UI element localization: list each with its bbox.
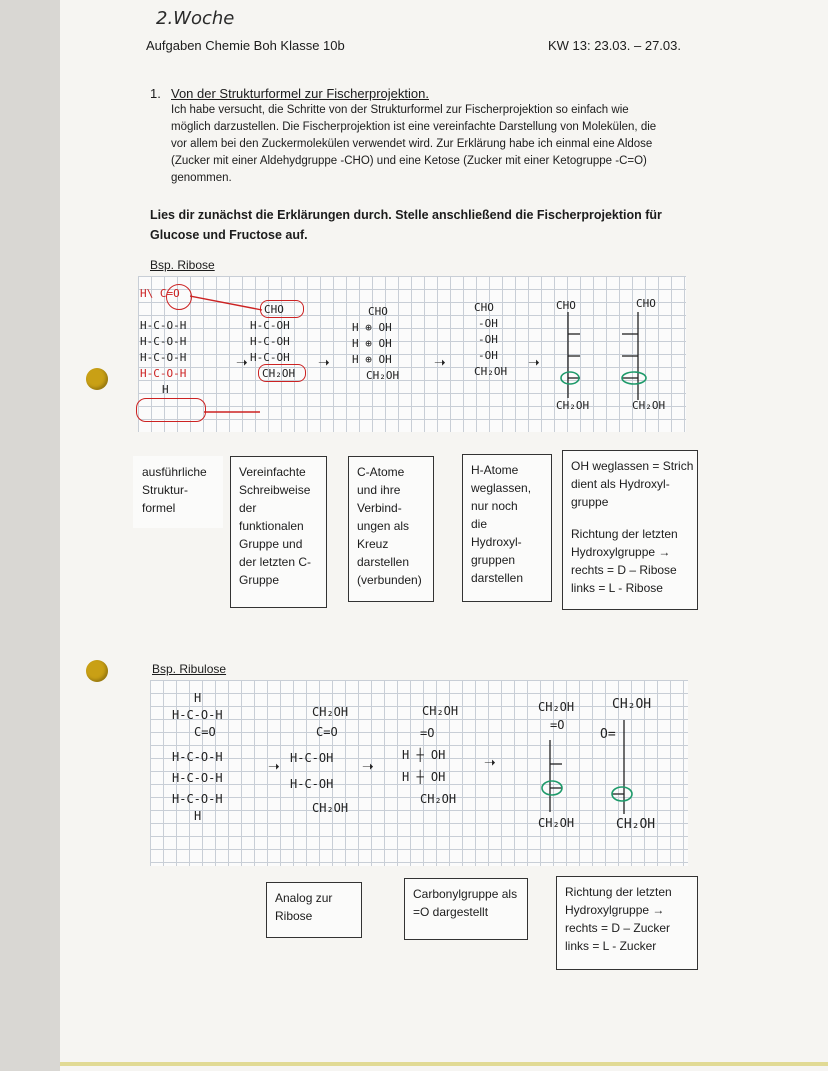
explain-box-4 xyxy=(462,454,552,602)
struct-line: -OH xyxy=(478,317,498,330)
struct-line: H-C-O-H xyxy=(140,351,187,364)
box-line: H-Atome xyxy=(471,463,519,477)
box-line: Hydroxyl- xyxy=(471,535,522,549)
box-line: ungen als xyxy=(357,519,410,533)
box-line: links = L - Ribose xyxy=(571,581,663,595)
struct-line: H-C-OH xyxy=(290,777,334,791)
box-line: Gruppe xyxy=(239,573,280,587)
box-line: darstellen xyxy=(357,555,410,569)
struct-line: CH₂OH xyxy=(420,792,457,806)
box-line: rechts = D – Ribose xyxy=(571,563,677,577)
fischer-lines-d xyxy=(556,312,586,400)
struct-line: H-C-O-H xyxy=(140,367,187,380)
task-body-line: Ich habe versucht, die Schritte von der Strukturformel zur Fischerprojektion so einfach wie xyxy=(171,104,629,116)
box-line: Richtung der letzten xyxy=(565,885,672,899)
struct-line: -OH xyxy=(478,333,498,346)
struct-line: H-C-O-H xyxy=(172,708,223,722)
explain-box-2 xyxy=(230,456,327,608)
box-line: =O dargestellt xyxy=(413,905,489,919)
struct-line: H-C-OH xyxy=(250,335,290,348)
box-line: funktionalen xyxy=(239,519,304,533)
punch-hole-top xyxy=(86,368,108,390)
task-heading: Von der Strukturformel zur Fischerprojektion. xyxy=(171,86,429,101)
struct-line: -OH xyxy=(478,349,498,362)
task-body-line: genommen. xyxy=(171,172,232,184)
spacer xyxy=(571,511,689,525)
box-line: Verbind- xyxy=(357,501,402,515)
box-line: und ihre xyxy=(357,483,401,497)
struct-line: CH₂OH xyxy=(556,399,590,412)
ribulose-cross-projection xyxy=(402,700,458,810)
box-line: OH weglassen = Strich xyxy=(571,459,694,473)
ribose-oh-projection xyxy=(474,300,507,380)
struct-line: CH₂OH xyxy=(312,801,349,815)
fischer-lines-l xyxy=(618,312,658,402)
struct-line: CH₂OH xyxy=(632,399,666,412)
box-line: Schreibweise xyxy=(239,483,311,497)
struct-line: =O xyxy=(550,718,565,732)
fischer-lines-ribulose-d xyxy=(540,740,570,816)
ribulose-label: Bsp. Ribulose xyxy=(152,662,227,676)
ribulose-simplified xyxy=(290,702,348,818)
task-body-line: (Zucker mit einer Aldehydgruppe -CHO) und eine Ketose (Zucker mit einer Ketogruppe -C=O) xyxy=(171,155,647,167)
red-connector-lines xyxy=(190,290,270,420)
struct-line: CH₂OH xyxy=(538,816,575,830)
struct-line: H-C-O-H xyxy=(172,750,223,764)
box-line: Ribose xyxy=(275,909,313,923)
ribose-cross-projection xyxy=(352,304,399,384)
worksheet-title: Aufgaben Chemie Boh Klasse 10b xyxy=(146,38,345,53)
struct-line: CHO xyxy=(636,297,656,310)
struct-line: CH₂OH xyxy=(366,369,400,382)
struct-line: H ⊕ OH xyxy=(352,353,392,366)
arrow-icon: ➝ xyxy=(236,354,248,370)
box-line: ausführliche xyxy=(142,465,207,479)
box-line: der letzten C- xyxy=(239,555,312,569)
struct-line: H ┼ OH xyxy=(402,770,446,784)
arrow-icon: ➝ xyxy=(528,354,540,370)
box-line: (verbunden) xyxy=(357,573,422,587)
box-line: Vereinfachte xyxy=(239,465,306,479)
box-line: dient als Hydroxyl- xyxy=(571,477,670,491)
box-line: Analog zur xyxy=(275,891,333,905)
struct-line: H xyxy=(194,809,202,823)
struct-line: CH₂OH xyxy=(422,704,459,718)
box-line: formel xyxy=(142,501,176,515)
struct-line: CH₂OH xyxy=(616,817,656,832)
instruction-line: Glucose und Fructose auf. xyxy=(150,228,308,242)
struct-line: CHO xyxy=(474,301,494,314)
box-line: die xyxy=(471,517,488,531)
handwritten-week-note: 2.Woche xyxy=(156,8,235,29)
arrow-icon: ➝ xyxy=(434,354,446,370)
box-line: Hydroxylgruppe → xyxy=(565,903,665,917)
task-body-line: möglich darzustellen. Die Fischerprojektion ist eine vereinfachte Darstellung von Molekülen, die xyxy=(171,121,657,133)
ribose-label: Bsp. Ribose xyxy=(150,258,215,272)
box-line: Carbonylgruppe als xyxy=(413,887,518,901)
box-line: der xyxy=(239,501,257,515)
struct-line: CHO xyxy=(368,305,388,318)
explain-box-1 xyxy=(133,456,223,528)
ribulose-box-3 xyxy=(556,876,698,970)
box-line: Struktur- xyxy=(142,483,189,497)
box-line: C-Atome xyxy=(357,465,405,479)
explain-box-3 xyxy=(348,456,434,602)
struct-line: H-C-OH xyxy=(290,751,334,765)
struct-line: H\ C=O xyxy=(140,287,180,300)
arrow-icon: ➝ xyxy=(484,754,496,770)
box-line: nur noch xyxy=(471,499,518,513)
ribulose-box-1 xyxy=(266,882,362,938)
struct-line: H ┼ OH xyxy=(402,748,446,762)
struct-line: H xyxy=(162,383,169,396)
box-line: weglassen, xyxy=(471,481,532,495)
box-line: gruppe xyxy=(571,495,609,509)
struct-line: H-C-OH xyxy=(250,319,290,332)
struct-line: H-C-OH xyxy=(250,351,290,364)
box-line: Gruppe und xyxy=(239,537,303,551)
box-line: darstellen xyxy=(471,571,524,585)
struct-line: =O xyxy=(420,726,435,740)
ribulose-full-structure xyxy=(172,690,223,825)
punch-hole-bottom xyxy=(86,660,108,682)
struct-line: CHO xyxy=(556,299,576,312)
struct-line: H ⊕ OH xyxy=(352,321,392,334)
fischer-lines-ribulose-l xyxy=(610,720,640,816)
explain-box-5 xyxy=(562,450,698,610)
struct-line: O= xyxy=(600,727,616,742)
box-line: rechts = D – Zucker xyxy=(565,921,671,935)
ribulose-box-2 xyxy=(404,878,528,940)
arrow-icon: ➝ xyxy=(362,758,374,774)
box-line: Kreuz xyxy=(357,537,389,551)
struct-line: H-C-O-H xyxy=(172,792,223,806)
struct-line: H xyxy=(194,691,202,705)
struct-line: H-C-O-H xyxy=(140,319,187,332)
struct-line: CH₂OH xyxy=(538,700,575,714)
struct-line: CH₂OH xyxy=(262,367,296,380)
instruction-line: Lies dir zunächst die Erklärungen durch. Stelle anschließend die Fischerprojektion für xyxy=(150,208,662,222)
task-number: 1. xyxy=(150,86,161,101)
struct-line: CH₂OH xyxy=(312,705,349,719)
bottom-edge-strip xyxy=(60,1062,828,1066)
box-line: links = L - Zucker xyxy=(565,939,657,953)
arrow-icon: ➝ xyxy=(268,758,280,774)
arrow-icon: ➝ xyxy=(318,354,330,370)
struct-line: CH₂OH xyxy=(474,365,508,378)
struct-line: CHO xyxy=(264,303,284,316)
red-circle-aldehyde xyxy=(166,284,192,310)
struct-line: C=O xyxy=(194,725,216,739)
calendar-week: KW 13: 23.03. – 27.03. xyxy=(548,38,681,53)
struct-line: H ⊕ OH xyxy=(352,337,392,350)
task-body-line: vor allem bei den Zuckermolekülen verwendet wird. Zur Erklärung habe ich einmal eine Aldose xyxy=(171,138,653,150)
box-line: Hydroxylgruppe → xyxy=(571,545,671,559)
struct-line: H-C-O-H xyxy=(172,771,223,785)
struct-line: C=O xyxy=(316,725,338,739)
box-line: gruppen xyxy=(471,553,516,567)
struct-line: CH₂OH xyxy=(612,697,652,712)
struct-line: H-C-O-H xyxy=(140,335,187,348)
box-line: Richtung der letzten xyxy=(571,527,678,541)
